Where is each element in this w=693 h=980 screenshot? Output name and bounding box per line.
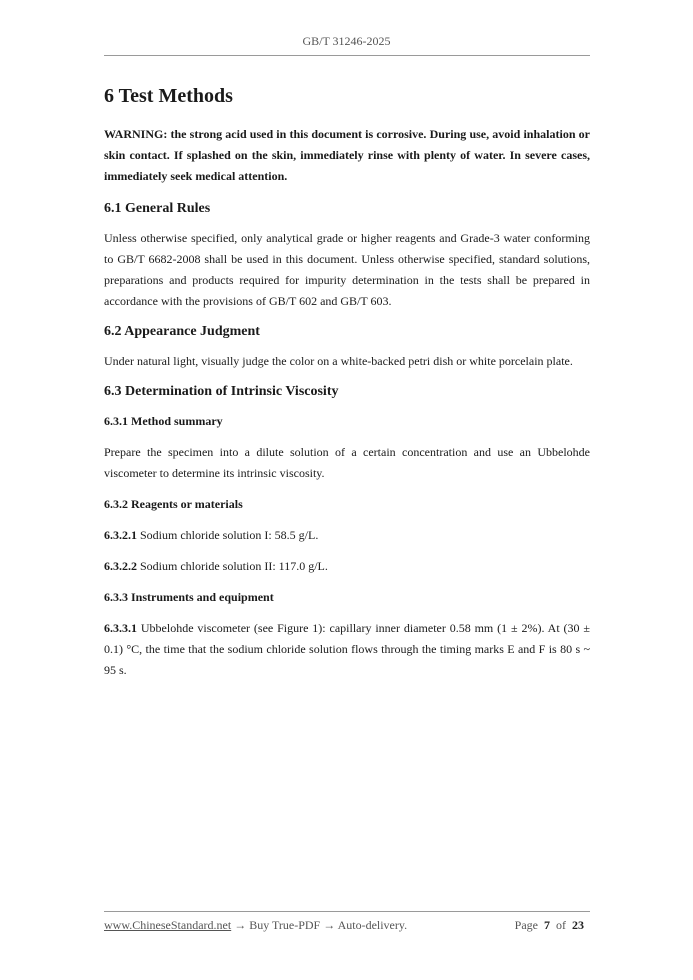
safety-warning: WARNING: the strong acid used in this document is corrosive. During use, avoid inhalation or skin contact. If splashed on the skin, immediately rinse with plenty of water. In severe cases, immediately seek medical attention. (104, 127, 590, 183)
page-label: Page (514, 918, 538, 932)
section-6-3-2-title: 6.3.2 Reagents or materials (104, 497, 243, 511)
section-6-3-3-title: 6.3.3 Instruments and equipment (104, 590, 274, 604)
clause-6-3-2-2 (104, 556, 590, 577)
section-6-2-title: 6.2 Appearance Judgment (104, 324, 260, 339)
page-number (515, 918, 584, 933)
clause-number: 6.3.2.1 (104, 528, 137, 542)
clause-text: Ubbelohde viscometer (see Figure 1): capillary inner diameter 0.58 mm (1 ± 2%). At (30 ± 0.1) °C, the time that the sodium chloride solution flows through the timing marks E and F is 80 s ~ 95 s. (104, 621, 590, 677)
section-6-1-text: Unless otherwise specified, only analytical grade or higher reagents and Grade-3 water conforming to GB/T 6682-2008 shall be used in this document. Unless otherwise specified, standard solutions, preparations and products required for impurity determination in the tests shall be prepared in accordance with the provisions of GB/T 602 and GB/T 603. (104, 231, 590, 308)
section-6-3-title: 6.3 Determination of Intrinsic Viscosity (104, 384, 339, 399)
section-6-3-1-text: Prepare the specimen into a dilute solution of a certain concentration and use an Ubbelohde viscometer to determine its intrinsic viscosity. (104, 445, 590, 480)
section-6-1-title: 6.1 General Rules (104, 201, 211, 216)
footer-divider (104, 911, 590, 912)
website-link[interactable]: www.ChineseStandard.net (104, 918, 232, 932)
section-6-3-1-title: 6.3.1 Method summary (104, 414, 223, 428)
clause-text: Sodium chloride solution I: 58.5 g/L. (137, 528, 319, 542)
clause-number: 6.3.3.1 (104, 621, 137, 635)
clause-6-3-2-1 (104, 525, 590, 546)
clause-number: 6.3.2.2 (104, 559, 137, 573)
header-divider (104, 55, 590, 56)
total-pages: 23 (572, 918, 584, 932)
footer-promo-text: → Buy True-PDF → Auto-delivery. (231, 918, 408, 932)
page-header: GB/T 31246-2025 (302, 34, 391, 48)
of-label: of (556, 918, 566, 932)
current-page: 7 (544, 918, 550, 932)
footer-promo (104, 918, 407, 933)
section-6-title: 6 Test Methods (104, 85, 233, 107)
clause-text: Sodium chloride solution II: 117.0 g/L. (137, 559, 328, 573)
clause-6-3-3-1 (104, 618, 590, 681)
section-6-2-text: Under natural light, visually judge the color on a white-backed petri dish or white porcelain plate. (104, 354, 573, 368)
page-content (104, 82, 590, 691)
